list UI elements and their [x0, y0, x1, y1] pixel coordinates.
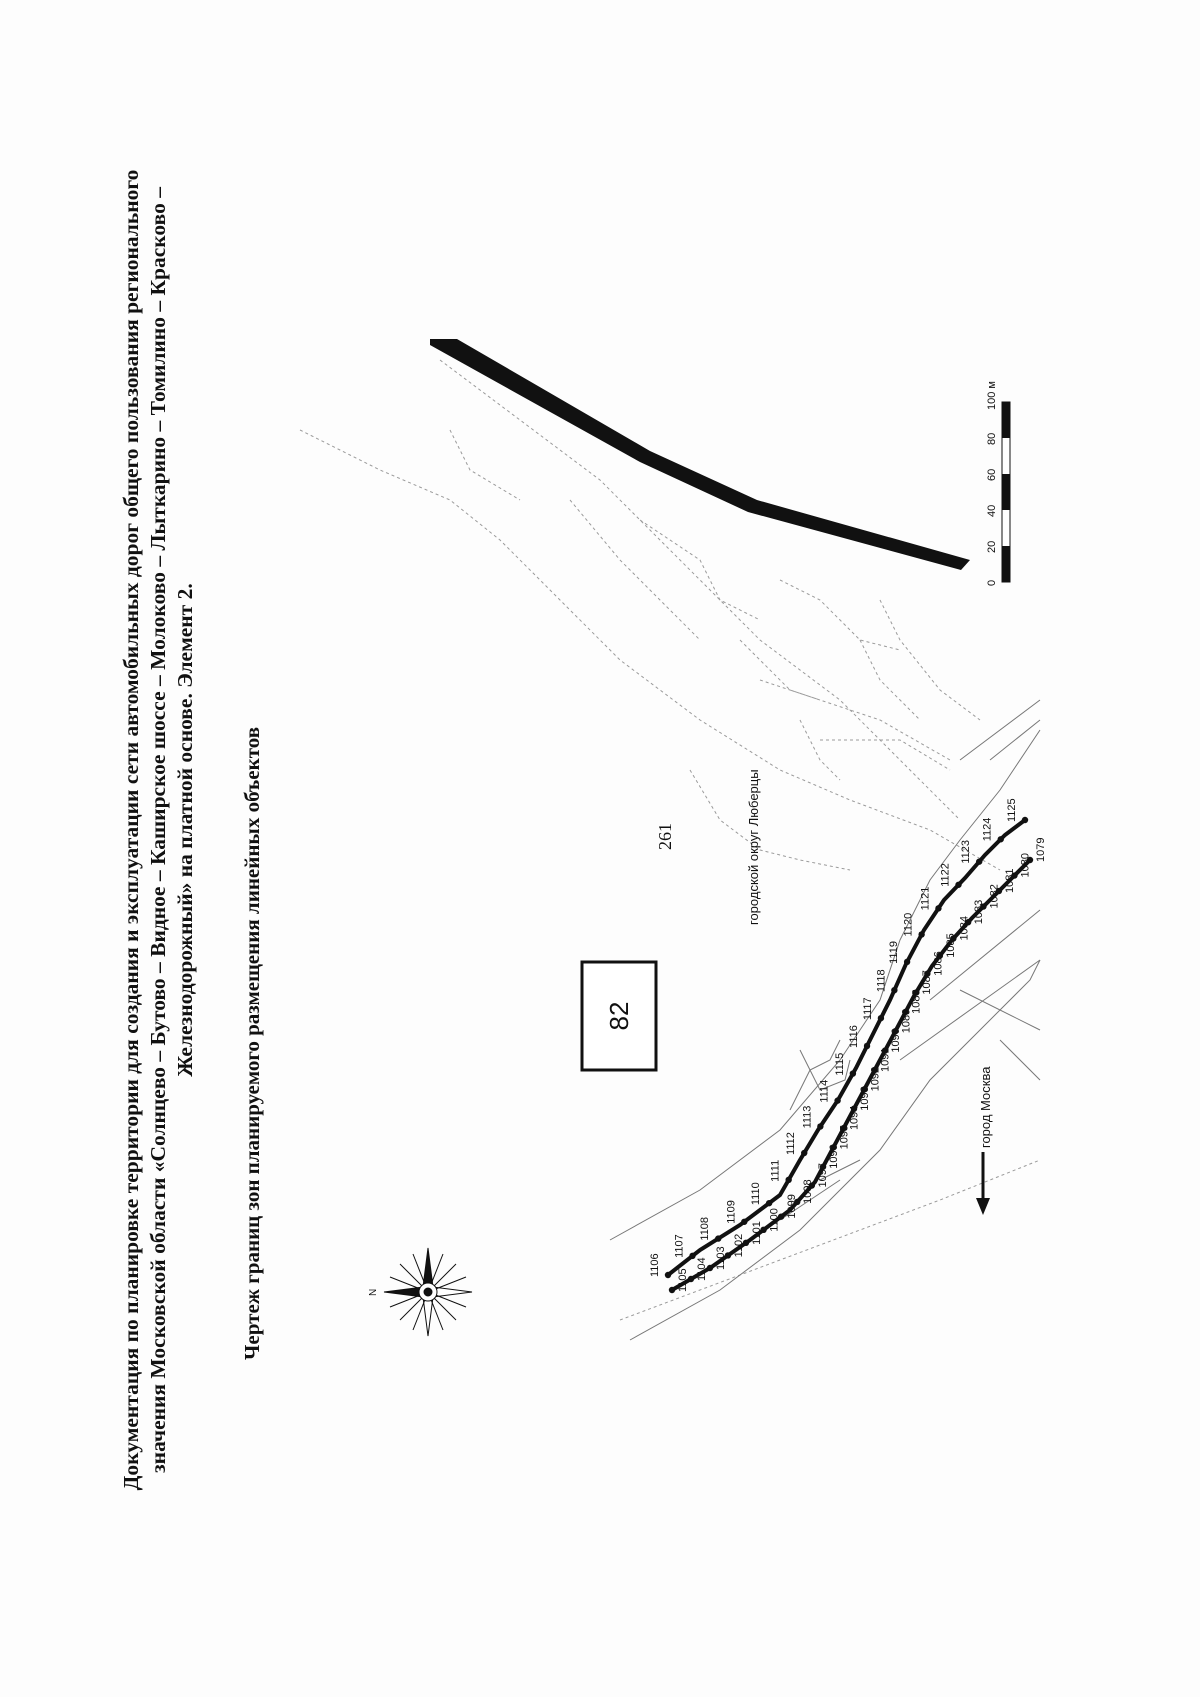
scale-bar	[986, 381, 1010, 586]
sheet-number-box	[582, 962, 656, 1070]
boundary-point-label: 1103	[714, 1246, 727, 1271]
boundary-point-label: 1099	[786, 1194, 799, 1219]
boundary-point-marker	[741, 1219, 747, 1225]
boundary-point-labels	[649, 798, 1047, 1292]
boundary-point-label: 1116	[848, 1025, 861, 1048]
boundary-point-label: 1095	[838, 1124, 851, 1150]
boundary-point-label: 1082	[988, 884, 1001, 909]
boundary-point-label: 1097	[816, 1163, 829, 1188]
boundary-point-label: 1081	[1003, 868, 1016, 894]
boundary-point-marker	[669, 1287, 675, 1293]
boundary-point-label: 1087	[921, 970, 934, 995]
boundary-point-marker	[665, 1272, 671, 1278]
scale-tick-20: 20	[986, 540, 998, 553]
boundary-point-label: 1090	[890, 1028, 903, 1053]
zone-boundaries	[665, 817, 1033, 1293]
boundary-point-label: 1113	[801, 1105, 814, 1129]
boundary-point-marker	[715, 1235, 721, 1241]
boundary-point-marker	[878, 1015, 884, 1021]
moscow-direction-arrow	[976, 1152, 990, 1215]
boundary-point-label: 1117	[861, 997, 874, 1021]
scale-tick-0: 0	[986, 579, 998, 586]
boundary-point-label: 1083	[973, 899, 986, 925]
boundary-point-label: 1125	[1006, 798, 1018, 822]
sheet-number: 82	[604, 1001, 634, 1031]
boundary-point-label: 1110	[750, 1182, 763, 1206]
boundary-point-marker	[904, 959, 910, 965]
boundary-point-label: 1092	[869, 1066, 882, 1092]
boundary-point-marker	[918, 931, 924, 937]
boundary-point-label: 1098	[802, 1179, 815, 1204]
compass-rose	[368, 1248, 472, 1336]
boundary-point-label: 1108	[699, 1216, 712, 1241]
boundary-point-label: 1088	[910, 989, 923, 1014]
title-line-2: значения Московской области «Солнцево – Бутово – Видное – Каширское шоссе – Молоково – Лыткарино – Томилино – Красково –	[146, 187, 170, 1473]
scale-tick-60: 60	[986, 468, 998, 481]
scale-tick-100: 100 м	[986, 381, 998, 410]
background-parcels	[300, 360, 1040, 1320]
boundary-point-label: 1104	[695, 1257, 708, 1282]
title-line-3: Железнодорожный» на платной основе. Элемент 2.	[173, 583, 197, 1077]
boundary-point-label: 1118	[875, 969, 888, 993]
boundary-point-label: 1102	[732, 1233, 745, 1258]
label-lyubertsy: городской округ Люберцы	[746, 769, 761, 925]
boundary-point-label: 1101	[750, 1221, 763, 1245]
boundary-point-marker	[976, 858, 982, 864]
boundary-point-label: 1100	[768, 1208, 781, 1232]
boundary-point-label: 1105	[677, 1268, 689, 1292]
title-line-1: Документация по планировке территории для создания и эксплуатации сети автомобильных дорог общего пользования регионального	[119, 169, 143, 1491]
boundary-point-marker	[864, 1043, 870, 1049]
boundary-point-label: 1123	[960, 839, 973, 864]
boundary-point-label: 1119	[888, 941, 901, 964]
boundary-point-label: 1084	[958, 916, 971, 941]
boundary-point-label: 1124	[981, 817, 994, 842]
compass-north-label: N	[368, 1288, 379, 1296]
boundary-point-marker	[689, 1253, 695, 1259]
boundary-point-label: 1079	[1035, 837, 1047, 862]
label-moscow: город Москва	[978, 1066, 993, 1148]
boundary-point-label: 1093	[859, 1086, 872, 1111]
boundary-point-label: 1094	[848, 1105, 861, 1131]
page-number: 261	[655, 823, 675, 850]
boundary-point-marker	[834, 1097, 840, 1103]
boundary-point-marker	[785, 1177, 791, 1183]
major-road-band	[430, 339, 970, 570]
boundary-point-label: 1086	[932, 951, 945, 976]
boundary-point-label: 1109	[725, 1200, 738, 1224]
boundary-point-label: 1096	[828, 1144, 841, 1169]
boundary-point-label: 1111	[769, 1159, 782, 1182]
boundary-point-marker	[1022, 817, 1028, 823]
boundary-point-label: 1112	[785, 1132, 798, 1155]
drawing-title: Чертеж границ зон планируемого размещения линейных объектов	[240, 726, 264, 1360]
boundary-point-marker	[817, 1123, 823, 1129]
upper-boundary-line	[668, 817, 1025, 1275]
boundary-point-label: 1107	[673, 1234, 686, 1258]
boundary-point-label: 1122	[939, 863, 952, 887]
boundary-point-marker	[935, 905, 941, 911]
boundary-point-label: 1120	[902, 912, 915, 937]
boundary-point-marker	[891, 987, 897, 993]
boundary-point-marker	[766, 1200, 772, 1206]
boundary-point-label: 1091	[879, 1047, 892, 1072]
boundary-point-label: 1121	[919, 886, 932, 911]
boundary-point-label: 1106	[649, 1253, 661, 1277]
boundary-point-marker	[955, 882, 961, 888]
boundary-point-label: 1114	[818, 1079, 831, 1103]
scale-tick-80: 80	[986, 432, 998, 445]
boundary-point-marker	[801, 1150, 807, 1156]
boundary-point-marker	[998, 836, 1004, 842]
boundary-point-label: 1085	[944, 933, 957, 958]
boundary-point-label: 1080	[1019, 853, 1032, 878]
boundary-point-marker	[850, 1070, 856, 1076]
boundary-point-label: 1115	[833, 1052, 846, 1076]
scale-tick-40: 40	[986, 504, 998, 517]
boundary-point-label: 1089	[900, 1008, 913, 1034]
